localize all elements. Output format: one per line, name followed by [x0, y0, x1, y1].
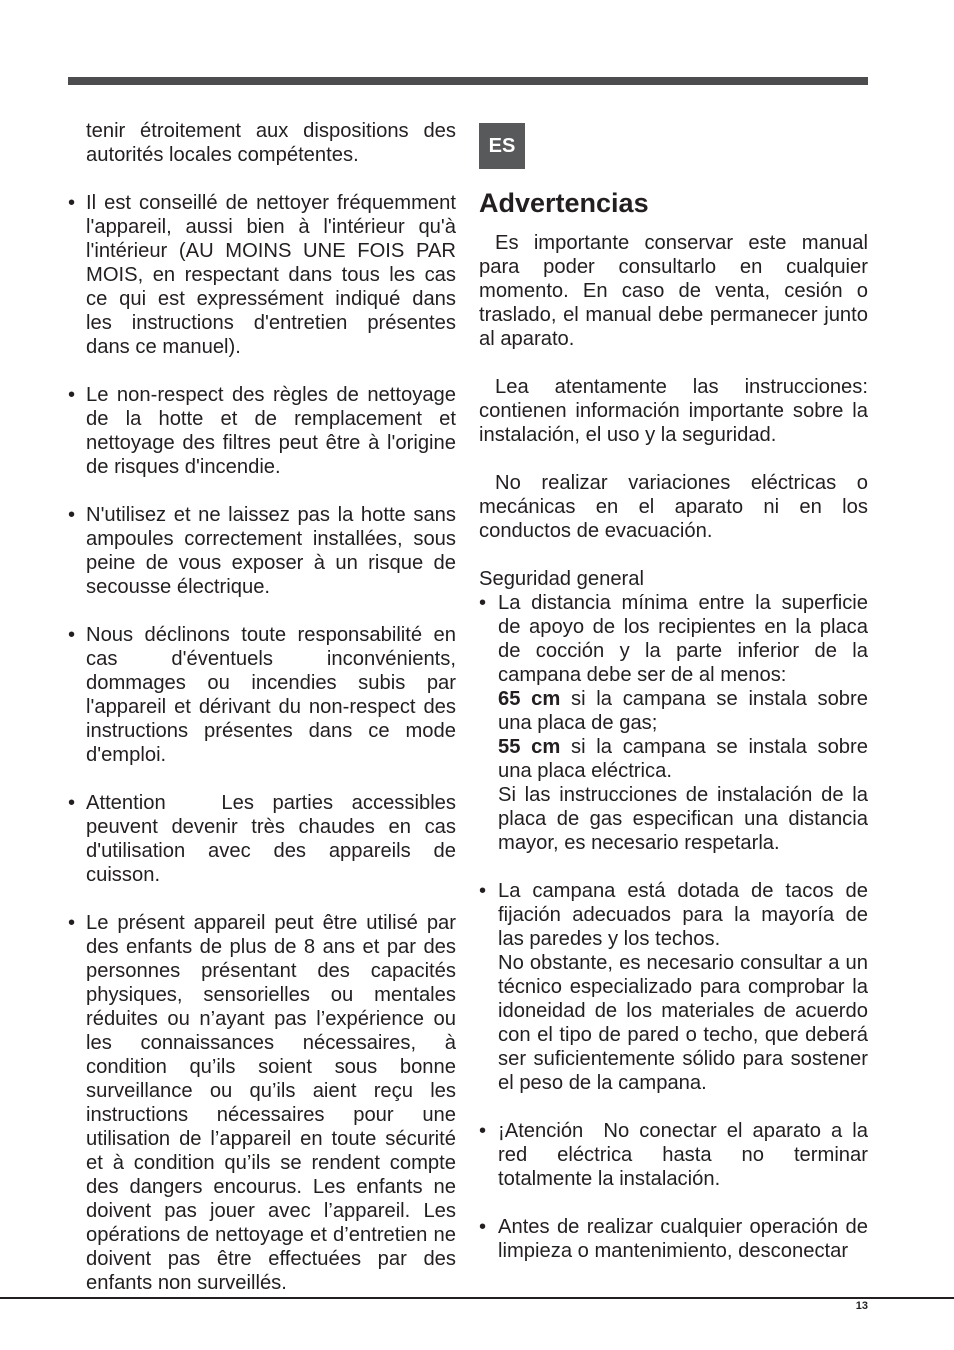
- bullet-icon: •: [68, 624, 76, 646]
- list-item-text: Le non-respect des règles de nettoyage de la hotte et de remplacement et nettoyage des filtres peut être à l'origine de risques d'incendie.: [86, 384, 456, 478]
- distance-text: si la campana se instala sobre una placa eléctrica.: [498, 736, 868, 782]
- list-item-text: Il est conseillé de nettoyer fréquemment l'appareil, aussi bien à l'intérieur qu'à l'intérieur (AU MOINS UNE FOIS PAR MOIS, en respectant dans tous les cas ce qui est expressément indiqué dans les instructions d'entretien présentes dans ce manuel).: [86, 192, 456, 358]
- distance-electric: [498, 735, 868, 783]
- language-badge: ES: [479, 123, 525, 169]
- list-item-text: N'utilisez et ne laissez pas la hotte sans ampoules correctement installées, sous peine de vous exposer à un risque de secousse électrique.: [86, 504, 456, 598]
- page-number: 13: [855, 1300, 868, 1312]
- list-item-text: Antes de realizar cualquier operación de limpieza o mantenimiento, desconectar: [498, 1216, 868, 1262]
- bullet-icon: •: [68, 792, 76, 814]
- list-item: [68, 623, 456, 767]
- list-item: [68, 911, 456, 1295]
- list-item: [68, 503, 456, 599]
- list-item: [479, 1119, 874, 1191]
- distance-gas: [498, 687, 868, 735]
- list-item: [479, 879, 868, 1095]
- distance-text: si la campana se instala sobre una placa de gas;: [498, 688, 868, 734]
- safety-heading: Seguridad general: [479, 568, 644, 590]
- intro-paragraph: Lea atentamente las instrucciones: contienen información importante sobre la instalación, el uso y la seguridad.: [479, 376, 868, 446]
- right-column: [479, 123, 874, 1263]
- list-item: [68, 383, 456, 479]
- list-item-text: Nous déclinons toute responsabilité en cas d'éventuels inconvénients, dommages ou incendies subis par l'appareil et dérivant du non-respect des instructions présentes dans ce mode d'emploi.: [86, 624, 456, 766]
- bullet-icon: •: [479, 880, 487, 902]
- list-item: [479, 1215, 868, 1263]
- list-item: [479, 591, 868, 855]
- footer-rule: [0, 1297, 954, 1299]
- header-rule: [68, 77, 868, 85]
- bullet-icon: •: [479, 1120, 487, 1142]
- bullet-icon: •: [68, 192, 76, 214]
- intro-paragraph: Es importante conservar este manual para poder consultarlo en cualquier momento. En caso de venta, cesión o traslado, el manual debe permanecer junto al aparato.: [479, 232, 868, 350]
- list-item-text: Attention Les parties accessibles peuvent devenir très chaudes en cas d'utilisation avec des appareils de cuisson.: [86, 792, 462, 886]
- list-item-text: La campana está dotada de tacos de fijación adecuados para la mayoría de las paredes y los techos.: [498, 880, 868, 950]
- list-item-text: Le présent appareil peut être utilisé par des enfants de plus de 8 ans et par des personnes présentant des capacités physiques, sensorielles ou mentales réduites ou n’ayant pas l’expérience ou les connaissances nécessaires, à condition qu’ils soient sous bonne surveillance ou qu’ils aient reçu les instructions nécessaires pour une utilisation de l’appareil en toute sécurité et à condition qu’ils se rendent compte des dangers encourus. Les enfants ne doivent pas jouer avec l’appareil. Les opérations de nettoyage et d’entretien ne doivent pas être effectuées par des enfants non surveillés.: [86, 912, 456, 1294]
- list-item-note: No obstante, es necesario consultar a un técnico especializado para comprobar la idoneidad de los materiales de acuerdo con el tipo de pared o techo, que deberá ser suficientemente sólido para sostener el peso de la campana.: [498, 952, 868, 1094]
- bullet-icon: •: [68, 912, 76, 934]
- distance-value: 65 cm: [498, 688, 561, 710]
- list-item: [68, 791, 462, 887]
- bullet-icon: •: [479, 1216, 487, 1238]
- bullet-icon: •: [68, 384, 76, 406]
- intro-paragraph: No realizar variaciones eléctricas o mecánicas en el aparato ni en los conductos de evacuación.: [479, 472, 868, 542]
- bullet-icon: •: [68, 504, 76, 526]
- left-column: [68, 119, 462, 1295]
- distance-value: 55 cm: [498, 736, 561, 758]
- continuation-text: tenir étroitement aux dispositions des autorités locales compétentes.: [86, 120, 456, 166]
- list-item-note: Si las instrucciones de instalación de la placa de gas especifican una distancia mayor, es necesario respetarla.: [498, 784, 868, 854]
- bullet-icon: •: [479, 592, 487, 614]
- list-item-text: ¡Atención No conectar el aparato a la red eléctrica hasta no terminar totalmente la instalación.: [498, 1120, 874, 1190]
- list-item: [68, 191, 456, 359]
- section-title: Advertencias: [479, 188, 649, 218]
- list-item-text: La distancia mínima entre la superficie de apoyo de los recipientes en la placa de cocción y la parte inferior de la campana debe ser de al menos:: [498, 592, 868, 686]
